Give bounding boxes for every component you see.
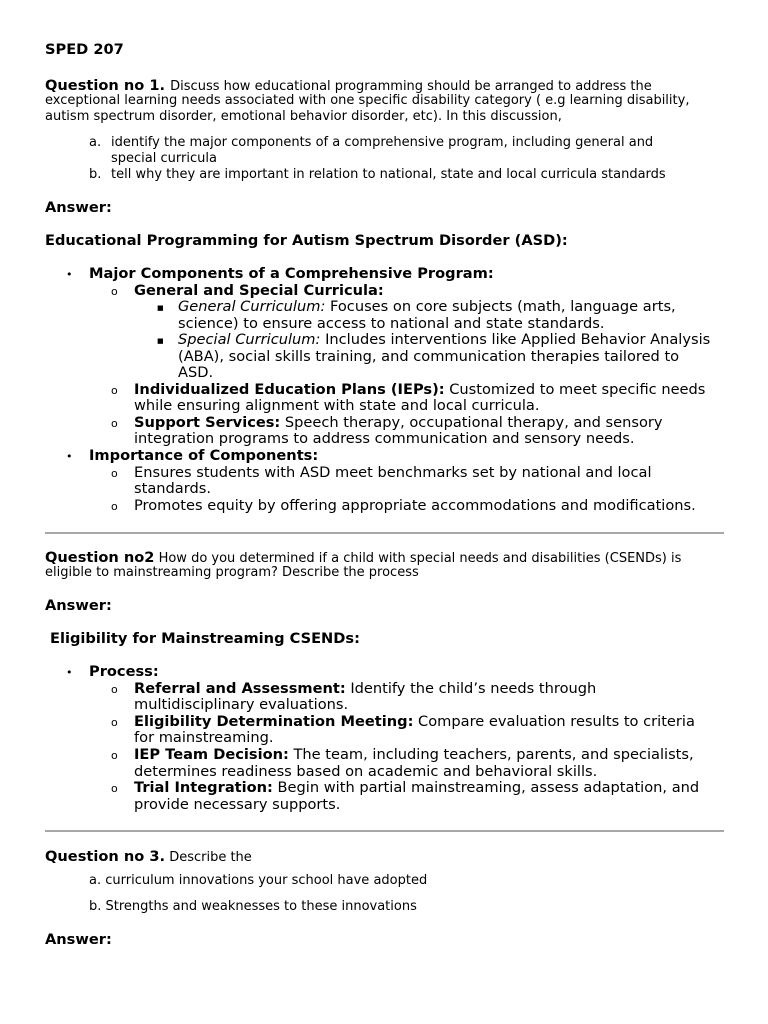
support-services-text: Speech therapy, occupational therapy, and sensory [280, 414, 663, 431]
eligibility-meeting-text: Compare evaluation results to criteria [413, 713, 695, 730]
iep-label: Individualized Education Plans (IEPs): [134, 381, 445, 398]
question-1-line-1 [45, 75, 652, 95]
question-2-label: Question no2 [45, 549, 155, 566]
course-title: SPED 207 [45, 41, 124, 58]
question-1-line-3: autism spectrum disorder, emotional behavior disorder, etc). In this discussion, [45, 109, 562, 124]
referral-line-2: multidisciplinary evaluations. [134, 696, 349, 713]
question-2-line-2: eligible to mainstreaming program? Describe the process [45, 565, 419, 580]
trial-integration-line-2: provide necessary supports. [134, 796, 341, 813]
q1-answer-label: Answer: [45, 199, 112, 216]
question-2-line-1 [45, 547, 681, 567]
trial-integration-line-1 [134, 780, 699, 797]
bullet-dot: • [66, 268, 73, 281]
q3-item-b: b. Strengths and weaknesses to these innovations [89, 899, 417, 914]
iep-line-2: while ensuring alignment with state and local curricula. [134, 397, 540, 414]
question-1-label: Question no 1. [45, 77, 166, 94]
special-curriculum-line-3: ASD. [178, 364, 214, 381]
support-services-line-2: integration programs to address communication and sensory needs. [134, 430, 635, 447]
iep-team-line-1 [134, 747, 694, 764]
bullet-circle: o [111, 500, 118, 513]
bullet-circle: o [111, 782, 118, 795]
referral-label: Referral and Assessment: [134, 680, 346, 697]
iep-team-label: IEP Team Decision: [134, 746, 289, 763]
q1-item-a-marker: a. [89, 135, 102, 150]
bullet-circle: o [111, 749, 118, 762]
trial-integration-text: Begin with partial mainstreaming, assess adaptation, and [272, 779, 700, 796]
special-curriculum-label: Special Curriculum: [178, 331, 321, 348]
bullet-dot: • [66, 666, 73, 679]
section-divider [45, 830, 724, 832]
q1-item-b-line-1: tell why they are important in relation to national, state and local curricula standards [111, 167, 666, 182]
bullet-circle: o [111, 683, 118, 696]
q3-item-a: a. curriculum innovations your school have adopted [89, 873, 428, 888]
question-3-line-1 [45, 846, 252, 866]
bullet-circle: o [111, 467, 118, 480]
bullet-circle: o [111, 384, 118, 397]
importance-1-line-1: Ensures students with ASD meet benchmarks set by national and local [134, 464, 652, 481]
support-services-label: Support Services: [134, 414, 281, 431]
section-divider [45, 532, 724, 534]
bullet-circle: o [111, 285, 118, 298]
general-curriculum-line-2: science) to ensure access to national and state standards. [178, 315, 605, 332]
special-curriculum-line-1 [178, 332, 710, 349]
q1-item-a-line-1: identify the major components of a comprehensive program, including general and [111, 135, 654, 150]
question-1-line-2: exceptional learning needs associated with one specific disability category ( e.g learning disability, [45, 93, 690, 108]
iep-team-line-2: determines readiness based on academic and behavioral skills. [134, 763, 598, 780]
iep-text: Customized to meet specific needs [444, 381, 706, 398]
bullet-square: ■ [157, 337, 164, 345]
q1-answer-heading: Educational Programming for Autism Spectrum Disorder (ASD): [45, 232, 568, 249]
q2-answer-label: Answer: [45, 597, 112, 614]
major-components-heading: Major Components of a Comprehensive Program: [89, 265, 494, 282]
bullet-circle: o [111, 716, 118, 729]
q1-item-b-marker: b. [89, 167, 102, 182]
eligibility-meeting-line-2: for mainstreaming. [134, 729, 274, 746]
q1-item-a-line-2: special curricula [111, 151, 217, 166]
process-heading: Process: [89, 663, 159, 680]
bullet-dot: • [66, 450, 73, 463]
general-curriculum-label: General Curriculum: [178, 298, 326, 315]
special-curriculum-line-2: (ABA), social skills training, and communication therapies tailored to [178, 348, 680, 365]
question-2-text: How do you determined if a child with special needs and disabilities (CSENDs) is [154, 551, 682, 566]
question-3-label: Question no 3. [45, 848, 166, 865]
referral-text: Identify the child’s needs through [345, 680, 597, 697]
question-3-text: Describe the [165, 850, 252, 865]
trial-integration-label: Trial Integration: [134, 779, 273, 796]
iep-team-text: The team, including teachers, parents, and specialists, [288, 746, 694, 763]
q3-answer-label: Answer: [45, 931, 112, 948]
q2-answer-heading: Eligibility for Mainstreaming CSENDs: [50, 630, 360, 647]
eligibility-meeting-label: Eligibility Determination Meeting: [134, 713, 414, 730]
importance-1-line-2: standards. [134, 480, 211, 497]
bullet-circle: o [111, 417, 118, 430]
general-special-curricula: General and Special Curricula: [134, 282, 384, 299]
general-curriculum-line-1 [178, 299, 676, 316]
importance-2: Promotes equity by offering appropriate accommodations and modifications. [134, 497, 696, 514]
question-1-text: Discuss how educational programming should be arranged to address the [170, 79, 652, 94]
general-curriculum-text: Focuses on core subjects (math, language arts, [325, 298, 676, 315]
bullet-square: ■ [157, 304, 164, 312]
importance-heading: Importance of Components: [89, 447, 319, 464]
special-curriculum-text: Includes interventions like Applied Behavior Analysis [320, 331, 711, 348]
